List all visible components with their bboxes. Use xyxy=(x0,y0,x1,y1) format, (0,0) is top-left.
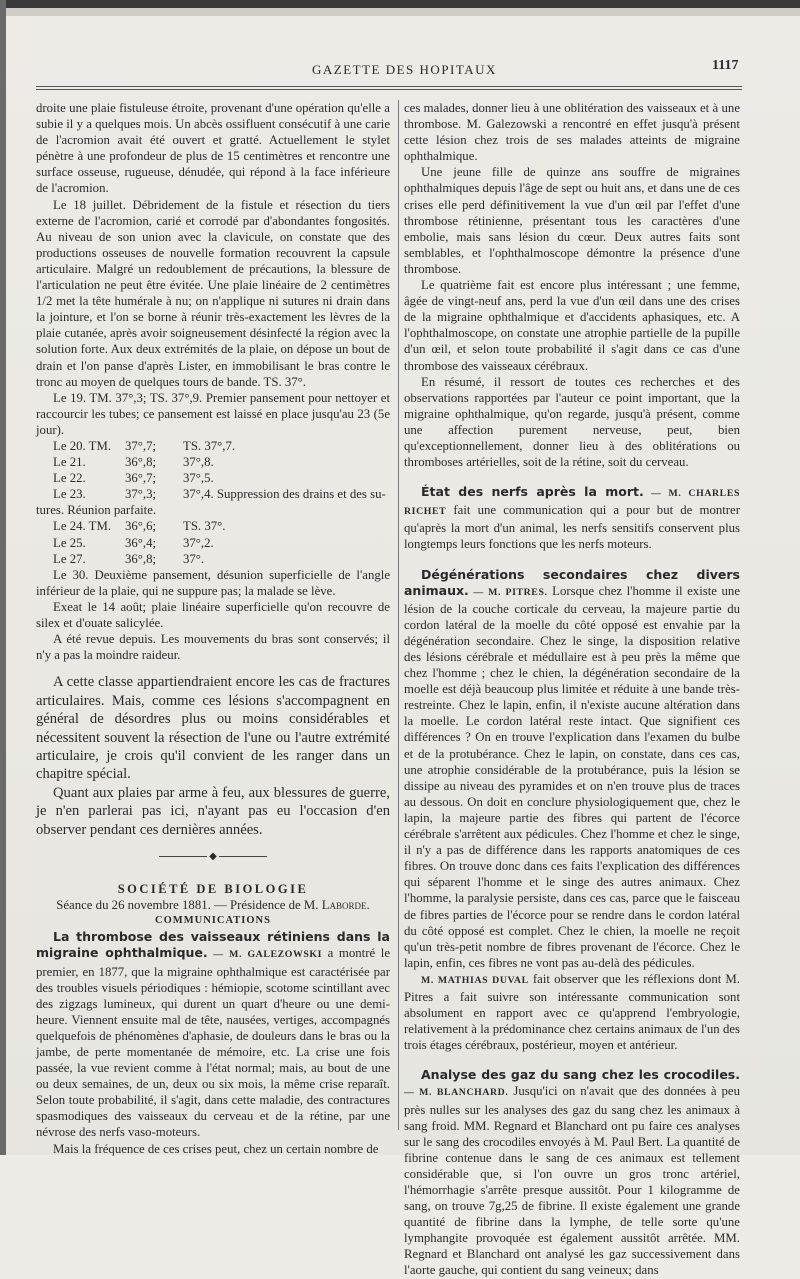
temperature-row: Le 25. 36°,4; 37°,2. xyxy=(53,535,214,550)
paragraph: A été revue depuis. Les mouvements du bras sont conservés; il n'y a pas la moindre raideur. xyxy=(36,632,390,663)
column-separator xyxy=(398,100,399,1130)
paragraph: Dégénérations secondaires chez divers animaux. — M. PITRES. Lorsque chez l'homme il existe une lésion de la couche corticale du cerveau, la majeure partie du cordon latéral de la moelle du côté opposé est envahie par la dégénération secondaire. Chez le singe, la disposition relative des lésions cérébrale et médullaire est à peu près la même que chez l'homme ; chez le chien, la dégénération secondaire de la moelle est déjà beaucoup plus limitée et réduite à une bande très-restreinte. Chez le lapin, enfin, il n'existe aucune altération dans la moelle. Le cordon latéral reste intact. Que signifient ces différences ? On en trouve l'explication dans l'examen du bulbe et de la protubérance. Chez le lapin, on constate, dans ces cas, une atrophie considérable de la protubérance, puis la lésion se dissipe au niveau des pyramides et on n'en trouve plus de traces au dessous. On doit en conclure physiologiquement que, chez le lapin, la majeure partie des fibres qui partent de l'écorce cérébrale s'arrêtent aux pédicules. Chez l'homme et chez le singe, il n'y a pas de différence dans les rapports anatomiques de ces fibres. On trouve donc dans ces faits l'explication des différences qui séparent l'homme et le singe des autres animaux. Chez l'homme, la paralysie persiste, dans ces cas, parce que le faisceau de fibres parties de l'écorce pour se rendre dans le cordon latéral du côté opposé est complet. Chez le chien, la moelle ne reçoit qu'un très-petit nombre de fibres provenant de l'écorce. Chez le lapin, enfin, ces fibres ne vont pas au-delà des pédicules. xyxy=(404,566,741,970)
article-author: — M. PITRES. xyxy=(473,586,548,598)
temperature-row: Le 20. TM. 37°,7; TS. 37°,7. xyxy=(53,438,236,453)
paragraph: M. MATHIAS DUVAL fait observer que les réflexions dont M. Pitres a fait suivre son intéressante communication sont absolument en rapport avec ce qu'apprend l'embryologie, relativement à la prédominance chez certains animaux de l'un des trois étages cérébraux, postérieur, moyen et antérieur. xyxy=(404,971,740,1053)
paragraph: Une jeune fille de quinze ans souffre de migraines ophthalmiques depuis l'âge de sept ou huit ans, et dans une de ces crises elle perd définitivement la vue d'un œil par l'effet d'une thrombose rétinienne, présentant tous les caractères d'une embolie, mais sans lésion du cœur. Deux autres faits sont semblables, et l'ophthalmoscope démontre la présence d'une thrombose. xyxy=(404,165,741,276)
article-title: État des nerfs après la mort. xyxy=(421,484,644,500)
paragraph: En résumé, il ressort de toutes ces recherches et des observations rapportées par l'auteur ce point important, que la migraine ophthalmique, qu'on regarde, jusqu'à présent, comme une affection purement nerveuse, peut, bien qu'exceptionnellement, donner lieu à des oblitérations ou thromboses artérielles, soit de la rétine, soit du cerveau. xyxy=(404,374,740,470)
paragraph: État des nerfs après la mort. — M. CHARLES RICHET fait une communication qui a pour but de montrer qu'après la mort d'un animal, les nerfs sensitifs conservent plus longtemps leurs fonctions que les nerfs moteurs. xyxy=(404,484,740,552)
paragraph: A cette classe appartiendraient encore les cas de fractures articulaires. Mais, comme ces lésions s'accompagnent en général de désordres plus ou moins considérables et nécessitent souvent la résection de l'une ou l'autre extrémité articulaire, je crois qu'il convient de les ranger dans un chapitre spécial. xyxy=(36,674,390,783)
temperature-row: Le 23. 37°,3; 37°,4. Suppression des drains et des su- xyxy=(53,487,386,502)
article-author: — M. CHARLES RICHET xyxy=(404,488,740,518)
paragraph: La thrombose des vaisseaux rétiniens dans la migraine ophthalmique. — M. GALEZOWSKI a montré le premier, en 1877, que la migraine ophthalmique est caractérisée par des troubles visuels périodiques : hémiopie, scotome scintillant avec des zigzags lumineux, qui durent un quart d'heure ou une demi-heure. Viennent ensuite mal de tête, nausées, vertiges, accompagnés quelquefois de phénomènes d'aphasie, de douleurs dans le bras ou la jambe, de perte momentanée de mémoire, etc. La crise une fois passée, la vue revient comme à l'état normal; mais, au bout de une ou deux semaines, de un, deux ou six mois, la même crise reparaît. Selon toute probabilité, il s'agit, dans cette maladie, des contractures spasmodiques des vaisseaux du cerveau et de la rétine, par une névrose des nerfs vaso-moteurs. xyxy=(36,929,391,1140)
section-heading: SOCIÉTÉ DE BIOLOGIE xyxy=(117,882,309,897)
scan-left-edge xyxy=(0,0,6,1155)
scan-top-border xyxy=(0,0,800,8)
paragraph: Mais la fréquence de ces crises peut, chez un certain nombre de xyxy=(53,1141,379,1156)
page-number: 1117 xyxy=(712,58,739,73)
article-title: La thrombose des vaisseaux rétiniens dans la migraine ophthalmique. xyxy=(36,929,390,961)
temperature-row: Le 27. 36°,8; 37°. xyxy=(53,551,205,566)
article-author: — M. GALEZOWSKI xyxy=(213,949,323,961)
session-line: Séance du 26 novembre 1881. — Présidence de M. Laborde. xyxy=(56,898,370,913)
paragraph: Exeat le 14 août; plaie linéaire superficielle qu'on recouvre de silex et d'ouate salicylée. xyxy=(36,599,390,630)
section-divider: ◆ xyxy=(36,849,390,865)
paragraph: Le 18 juillet. Débridement de la fistule et résection du tiers externe de l'acromion, carié et corrodé par d'abondantes fongosités. Au niveau de son union avec la clavicule, on constate que des productions osseuses de nouvelle formation recouvrent la capsule articulaire. Malgré un redoublement de précautions, la blessure de l'articulation ne peut être évitée. Une plaie linéaire de 2 centimètres 1/2 met la tête humérale à nu; on n'applique ni sutures ni drain dans la jointure, et l'on se borne à réunir très-exactement les lèvres de la plaie cutanée, après avoir soigneusement désinfecté la région avec la solution forte. Aux deux extrémités de la plaie, on dépose un bout de drain et l'on panse d'après Lister, en immobilisant le bras contre le tronc au moyen de quelques tours de bande. TS. 37°. xyxy=(36,197,390,389)
paragraph: Le 19. TM. 37°,3; TS. 37°,9. Premier pansement pour nettoyer et raccourcir les tubes; ce pansement est laissé en place jusqu'au 23 (5e jour). xyxy=(36,390,390,437)
paragraph: Le quatrième fait est encore plus intéressant ; une femme, âgée de vingt-neuf ans, perd la vue d'un œil dans une des crises de la migraine ophthalmique et d'accidents aphasiques, etc. A l'ophthalmoscope, on constate une atrophie partielle de la pupille d'un œil, et selon toute probabilité il s'agit dans ce cas d'une thrombose des vaisseaux cérébraux. xyxy=(404,278,740,373)
temperature-row: Le 24. TM. 36°,6; TS. 37°. xyxy=(53,519,226,534)
scan-top-border-light xyxy=(0,8,800,16)
article-author: — M. BLANCHARD. xyxy=(404,1087,509,1099)
header-rule xyxy=(36,86,742,87)
header-rule-thin xyxy=(36,89,742,90)
paragraph: tures. Réunion parfaite. xyxy=(36,503,157,518)
paragraph: Analyse des gaz du sang chez les crocodiles. — M. BLANCHARD. Jusqu'ici on n'avait que des données à peu près nulles sur les analyses des gaz du sang chez les animaux à sang froid. MM. Regnard et Blanchard ont pu faire ces analyses sur le sang des crocodiles envoyés à M. Paul Bert. La quantité de fibrine contenue dans le sang de ces animaux est tellement considérable que, si l'on ouvre un gros tronc artériel, l'hémorrhagie s'arrête presque aussitôt. Pour 1 kilogramme de sang, on trouve 7g,25 de fibrine. Il existe également une grande quantité de fibrine dans la lymphe, de telle sorte qu'une lymphangite provoquée est également aussitôt arrêtée. MM. Regnard et Blanchard ont analysé les gaz successivement dans l'aorte gauche, qui contient du sang veineux; dans xyxy=(404,1067,740,1278)
paragraph: ces malades, donner lieu à une oblitération des vaisseaux et à une thrombose. M. Galezowski a rencontré en effet jusqu'à présent cette lésion chez trois de ses malades atteints de migraine ophthalmique. xyxy=(404,101,740,164)
left-column xyxy=(36,100,390,1157)
temperature-table xyxy=(36,438,390,502)
temperature-row: Le 21. 36°,8; 37°,8. xyxy=(53,455,214,470)
journal-title: GAZETTE DES HOPITAUX xyxy=(312,62,497,77)
article-title: Analyse des gaz du sang chez les crocodiles. xyxy=(421,1067,740,1083)
right-column xyxy=(404,100,740,1279)
communications-heading: COMMUNICATIONS xyxy=(155,915,271,927)
article-author: M. MATHIAS DUVAL xyxy=(421,974,529,986)
paragraph: Le 30. Deuxième pansement, désunion superficielle de l'angle inférieur de la plaie, qui ne suppure pas; la malade se lève. xyxy=(36,567,390,598)
temperature-table xyxy=(36,518,390,566)
page-header xyxy=(0,58,800,80)
article-title: Dégénérations secondaires chez divers animaux. xyxy=(404,566,740,598)
temperature-row: Le 22. 36°,7; 37°,5. xyxy=(53,471,214,486)
paragraph: droite une plaie fistuleuse étroite, provenant d'une opération qu'elle a subie il y a quelques mois. Un abcès ossifluent consécutif à une carie de l'acromion avait été ouvert et gratté. Actuellement le stylet pénètre à une profondeur de plus de 15 centimètres et rencontre une surface osseuse, rugueuse, dénudée, qui répond à la face inférieure de l'acromion. xyxy=(36,101,390,196)
paragraph: Quant aux plaies par arme à feu, aux blessures de guerre, je n'en parlerai pas ici, n'ayant pas eu l'occasion d'en observer pendant ces dernières années. xyxy=(36,784,390,838)
